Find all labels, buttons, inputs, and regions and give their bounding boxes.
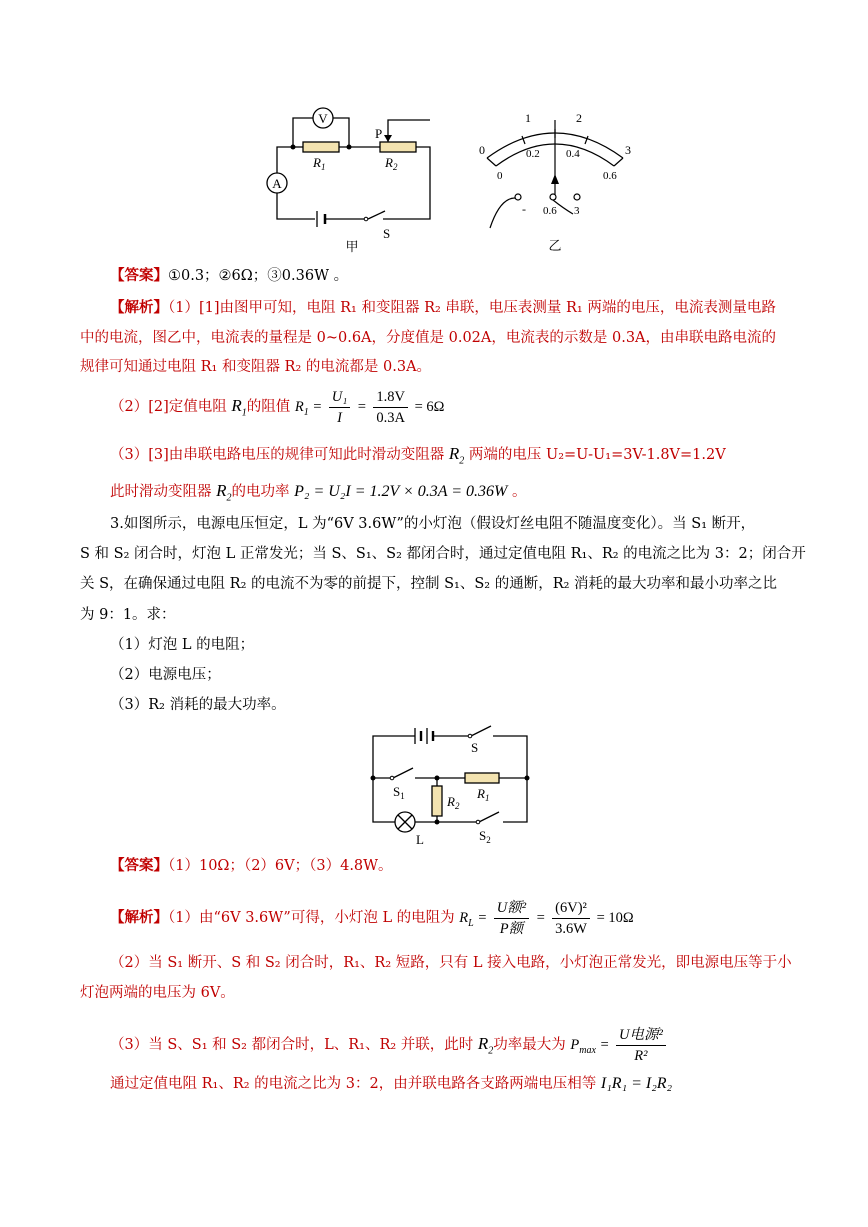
answer-tag: 【答案】 — [110, 267, 168, 284]
a3-text: （3）当 S、S₁ 和 S₂ 都闭合时，L、R₁、R₂ 并联，此时 — [110, 1036, 474, 1053]
figure-caption-jia: 甲 — [345, 239, 359, 254]
q3-analysis-4 — [110, 1074, 672, 1094]
r2-symbol-q3: $R_2$ — [477, 1033, 494, 1057]
terminal-3: 3 — [574, 205, 580, 217]
figure-caption-yi: 乙 — [548, 238, 562, 253]
q3-analysis-2a: （2）当 S₁ 断开、S 和 S₂ 闭合时，R₁、R₂ 短路，只有 L 接入电路，小灯泡正常发光，即电源电压等于小 — [110, 955, 792, 971]
resistor-r2-label: $R_2$ — [447, 794, 460, 811]
a3-formula: $P_{max}$ = $\frac{\text{U电源²}}{\text{R²}}$ — [570, 1037, 668, 1053]
r2-symbol: $R_2$ — [448, 444, 465, 467]
slider-label: P — [375, 126, 383, 141]
a3-mid: 功率最大为 — [493, 1036, 566, 1053]
step2-num1: U₁ — [329, 387, 351, 408]
a3-den: R² — [634, 1048, 648, 1064]
switch-s2-label: $S_2$ — [479, 828, 491, 845]
q3-stem-4: 为 9：1。求： — [80, 607, 176, 623]
analysis-tag-q3: 【解析】 — [110, 908, 168, 926]
a4-text: 通过定值电阻 R₁、R₂ 的电流之比为 3：2，由并联电路各支路两端电压相等 — [110, 1076, 597, 1092]
analysis-line-1 — [110, 298, 776, 318]
step2-den2: 0.3A — [376, 410, 405, 426]
q3-stem-3: 关 S，在确保通过电阻 R₂ 的电流不为零的前提下，控制 S₁、S₂ 的通断，R₂ 消耗的最大功率和最小功率之比 — [80, 576, 778, 592]
step2-line — [110, 387, 444, 428]
circuit-diagram-jia — [255, 95, 455, 260]
step2-text: （2）[2]定值电阻 — [110, 398, 227, 415]
step3b-end: 。 — [507, 484, 527, 500]
bottom-tick-1: 0.2 — [526, 148, 540, 160]
analysis-text: （1）[1]由图甲可知，电阻 R₁ 和变阻器 R₂ 串联，电压表测量 R₁ 两端的电压，电流表测量电路 — [168, 300, 776, 316]
top-tick-3: 3 — [625, 143, 631, 157]
q3-subq-1: （1）灯泡 L 的电阻； — [110, 637, 255, 653]
switch-label: S — [383, 226, 391, 241]
ammeter-dial-yi — [465, 100, 655, 260]
circuit-diagram-q3 — [365, 722, 540, 852]
a1-den1: P额 — [499, 921, 524, 937]
top-tick-1: 1 — [525, 111, 531, 125]
step2-mid: 的阻值 — [246, 398, 291, 415]
terminal-0-6: 0.6 — [543, 205, 557, 217]
step3b-text: 此时滑动变阻器 — [110, 484, 212, 500]
a1-formula: $R_L$ = $\frac{\text{U额²}}{\text{P额}}$ = $\frac{\text{(6V)²}}{3.6W}$ = 10Ω — [459, 900, 634, 937]
step3b-line — [110, 481, 526, 508]
switch-s1-label: $S_1$ — [393, 784, 405, 801]
q3-subq-3: （3）R₂ 消耗的最大功率。 — [110, 697, 286, 713]
q3-subq-2: （2）电源电压； — [110, 667, 221, 683]
q3-stem-2: S 和 S₂ 闭合时，灯泡 L 正常发光；当 S、S₁、S₂ 都闭合时，通过定值电阻 R₁、R₂ 的电流之比为 3：2；闭合开 — [80, 546, 806, 562]
step3-line — [110, 444, 726, 471]
top-tick-0: 0 — [479, 143, 485, 157]
r1-symbol: $R_1$ — [231, 395, 247, 419]
analysis-tag: 【解析】 — [110, 299, 168, 316]
r2-label: $R_2$ — [385, 155, 398, 172]
r1-label: $R_1$ — [313, 155, 326, 172]
q3-stem-1: 3.如图所示，电源电压恒定，L 为“6V 3.6W”的小灯泡（假设灯丝电阻不随温度变化）。当 S₁ 断开， — [110, 516, 756, 532]
a1-num2: (6V)² — [552, 898, 590, 919]
switch-s-label: S — [471, 740, 479, 755]
step2-den1: I — [337, 410, 342, 426]
terminal-minus: - — [522, 202, 526, 216]
step2-result: = 6Ω — [414, 398, 445, 415]
lamp-label: L — [416, 832, 424, 847]
step2-num2: 1.8V — [373, 387, 408, 408]
analysis-line-3: 规律可知通过电阻 R₁ 和变阻器 R₂ 的电流都是 0.3A。 — [80, 359, 432, 375]
voltmeter-label: V — [318, 111, 328, 126]
a1-text: （1）由“6V 3.6W”可得，小灯泡 L 的电阻为 — [168, 909, 455, 926]
step3-text: （3）[3]由串联电路电压的规律可知此时滑动变阻器 — [110, 447, 445, 463]
r2-symbol-b: $R_2$ — [216, 481, 232, 504]
step3-tail: 两端的电压 U₂=U-U₁=3V-1.8V=1.2V — [468, 447, 726, 463]
answer-line-q3 — [110, 856, 393, 876]
resistor-r1-label: $R_1$ — [477, 786, 490, 803]
a3-num: U电源² — [616, 1025, 666, 1046]
step2-formula: $R_1$ = $\frac{\text{U₁}}{I}$ = $\frac{1.8V}{0.3A}$ = 6Ω — [294, 389, 445, 426]
top-tick-2: 2 — [576, 111, 582, 125]
a1-den2: 3.6W — [555, 921, 587, 937]
ammeter-label: A — [272, 176, 282, 191]
answer-text-q3: （1）10Ω；（2）6V；（3）4.8W。 — [168, 858, 393, 874]
a4-formula: I₁R₁ = I₂R₂ — [600, 1075, 673, 1092]
analysis-line-2: 中的电流，图乙中，电流表的量程是 0~0.6A，分度值是 0.02A，电流表的示数是 0.3A，由串联电路电流的 — [80, 330, 777, 346]
a1-result: = 10Ω — [596, 909, 634, 926]
bottom-tick-2: 0.4 — [566, 148, 580, 160]
answer-text: ①0.3；②6Ω；③0.36W 。 — [168, 268, 349, 284]
q3-analysis-1 — [110, 898, 634, 939]
bottom-tick-3: 0.6 — [603, 170, 617, 182]
a1-num1: U额² — [494, 898, 529, 919]
q3-analysis-3 — [110, 1025, 669, 1066]
power-formula: P₂ = U₂I = 1.2V × 0.3A = 0.36W — [294, 483, 508, 500]
answer-tag-q3: 【答案】 — [110, 857, 168, 874]
step3b-mid: 的电功率 — [231, 484, 290, 500]
bottom-tick-0: 0 — [497, 170, 503, 182]
answer-line-q2 — [110, 266, 348, 286]
q3-analysis-2b: 灯泡两端的电压为 6V。 — [80, 985, 235, 1001]
